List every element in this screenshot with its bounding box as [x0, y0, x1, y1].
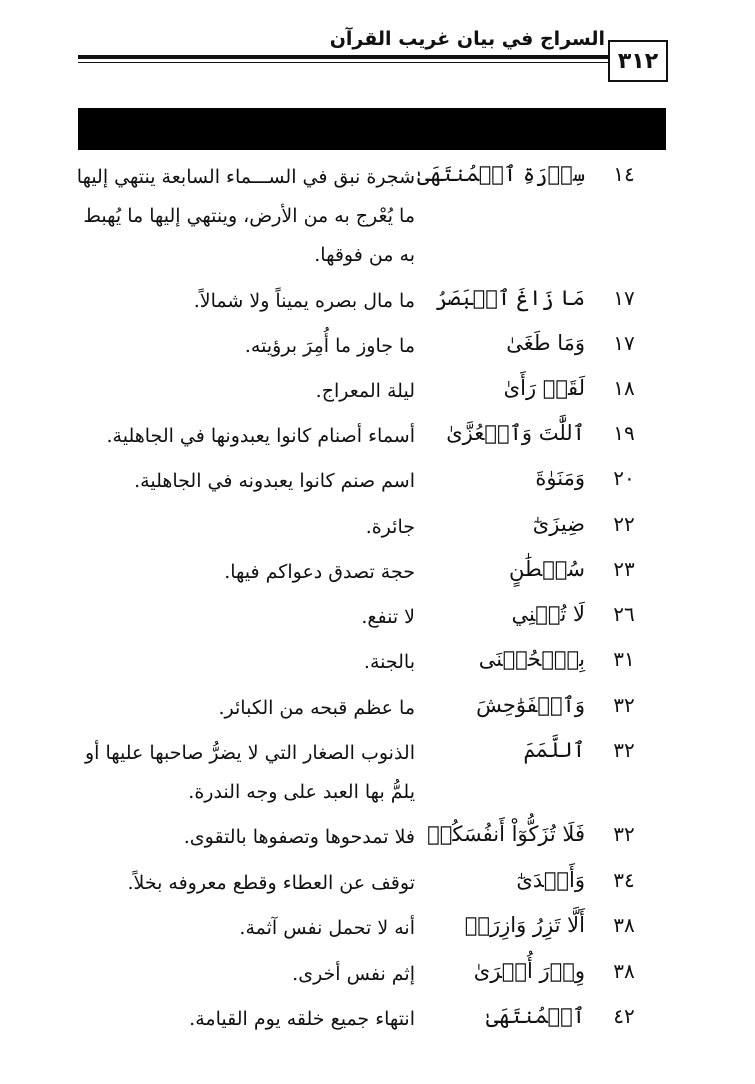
page-number-box	[608, 40, 668, 82]
verse-number: ٣٢	[613, 822, 635, 846]
word-meaning: توقف عن العطاء وقطع معروفه بخلاً.	[127, 872, 415, 894]
book-title: السراج في بيان غريب القرآن	[329, 28, 605, 50]
word-meaning: جائرة.	[365, 516, 415, 538]
quran-word: ضِيزَىٰٓ	[532, 512, 585, 536]
word-meaning: ما مال بصره يميناً ولا شمالاً.	[193, 290, 415, 312]
section-header-band	[78, 108, 666, 150]
header-rule-thick	[78, 55, 608, 59]
quran-word: سِدۡرَةِ ٱلۡمُنتَهَىٰ	[417, 162, 585, 186]
verse-number: ٤٢	[613, 1004, 635, 1028]
word-meaning: أنه لا تحمل نفس آثمة.	[239, 917, 415, 939]
quran-word: سُلۡطَٰنٍ	[508, 557, 585, 581]
verse-number: ٢٢	[613, 512, 635, 536]
verse-number: ٢٦	[613, 602, 635, 626]
word-meaning: فلا تمدحوها وتصفوها بالتقوى.	[183, 826, 415, 848]
verse-number: ٣٨	[613, 959, 635, 983]
quran-word: وَمَنَوٰةَ	[535, 466, 585, 490]
quran-word: بِٱلۡحُسۡنَى	[478, 647, 585, 671]
verse-number: ٣٢	[613, 693, 635, 717]
quran-word: ٱللَّٰتَ وَٱلۡعُزَّىٰ	[446, 421, 585, 445]
verse-number: ١٤	[613, 162, 635, 186]
word-meaning: اسم صنم كانوا يعبدونه في الجاهلية.	[134, 470, 415, 492]
word-meaning: بالجنة.	[363, 651, 415, 673]
header-rule-thin	[78, 62, 608, 63]
word-meaning: شجرة نبق في الســـماء السابعة ينتهي إليها ما يُعْرج به من الأرض، وينتهي إليها ما يُهبط به من فوقها.	[76, 166, 415, 266]
word-meaning: أسماء أصنام كانوا يعبدونها في الجاهلية.	[106, 425, 415, 447]
quran-word: لَا تُغۡنِي	[511, 602, 585, 626]
word-meaning: حجة تصدق دعواكم فيها.	[224, 561, 415, 583]
verse-number: ٣١	[613, 647, 635, 671]
verse-number: ١٧	[613, 331, 635, 355]
quran-word: وِزۡرَ أُخۡرَىٰ	[473, 959, 585, 983]
quran-word: ٱللَّمَمَ	[523, 738, 585, 762]
word-meaning: لا تنفع.	[361, 606, 415, 628]
verse-number: ١٨	[613, 376, 635, 400]
word-meaning: الذنوب الصغار التي لا يضرُّ صاحبها عليها أو يلمُّ بها العبد على وجه الندرة.	[84, 742, 415, 803]
quran-word: وَٱلۡفَوَٰحِشَ	[476, 693, 585, 717]
quran-word: وَأَكۡدَىٰٓ	[516, 868, 585, 892]
verse-number: ٢٣	[613, 557, 635, 581]
verse-number: ٣٢	[613, 738, 635, 762]
word-meaning: إثم نفس أخرى.	[292, 963, 415, 985]
quran-word: مَا زَاغَ ٱلۡبَصَرُ	[435, 286, 585, 310]
word-meaning: انتهاء جميع خلقه يوم القيامة.	[189, 1008, 415, 1030]
quran-word: فَلَا تُزَكُّوٓاْ أَنفُسَكُمۡ	[427, 822, 585, 846]
verse-number: ١٧	[613, 286, 635, 310]
word-meaning: ما عظم قبحه من الكبائر.	[218, 697, 415, 719]
word-meaning: ما جاوز ما أُمِرَ برؤيته.	[244, 335, 415, 357]
verse-number: ١٩	[613, 421, 635, 445]
quran-word: ٱلۡمُنتَهَىٰ	[485, 1004, 585, 1028]
word-meaning: ليلة المعراج.	[315, 380, 415, 402]
quran-word: أَلَّا تَزِرُ وَازِرَةٞ	[464, 913, 585, 937]
page-number: ٣١٢	[617, 48, 659, 74]
verse-number: ٢٠	[613, 466, 635, 490]
quran-word: لَقَدۡ رَأَىٰ	[503, 376, 585, 400]
verse-number: ٣٨	[613, 913, 635, 937]
quran-word: وَمَا طَغَىٰ	[506, 331, 585, 355]
verse-number: ٣٤	[613, 868, 635, 892]
